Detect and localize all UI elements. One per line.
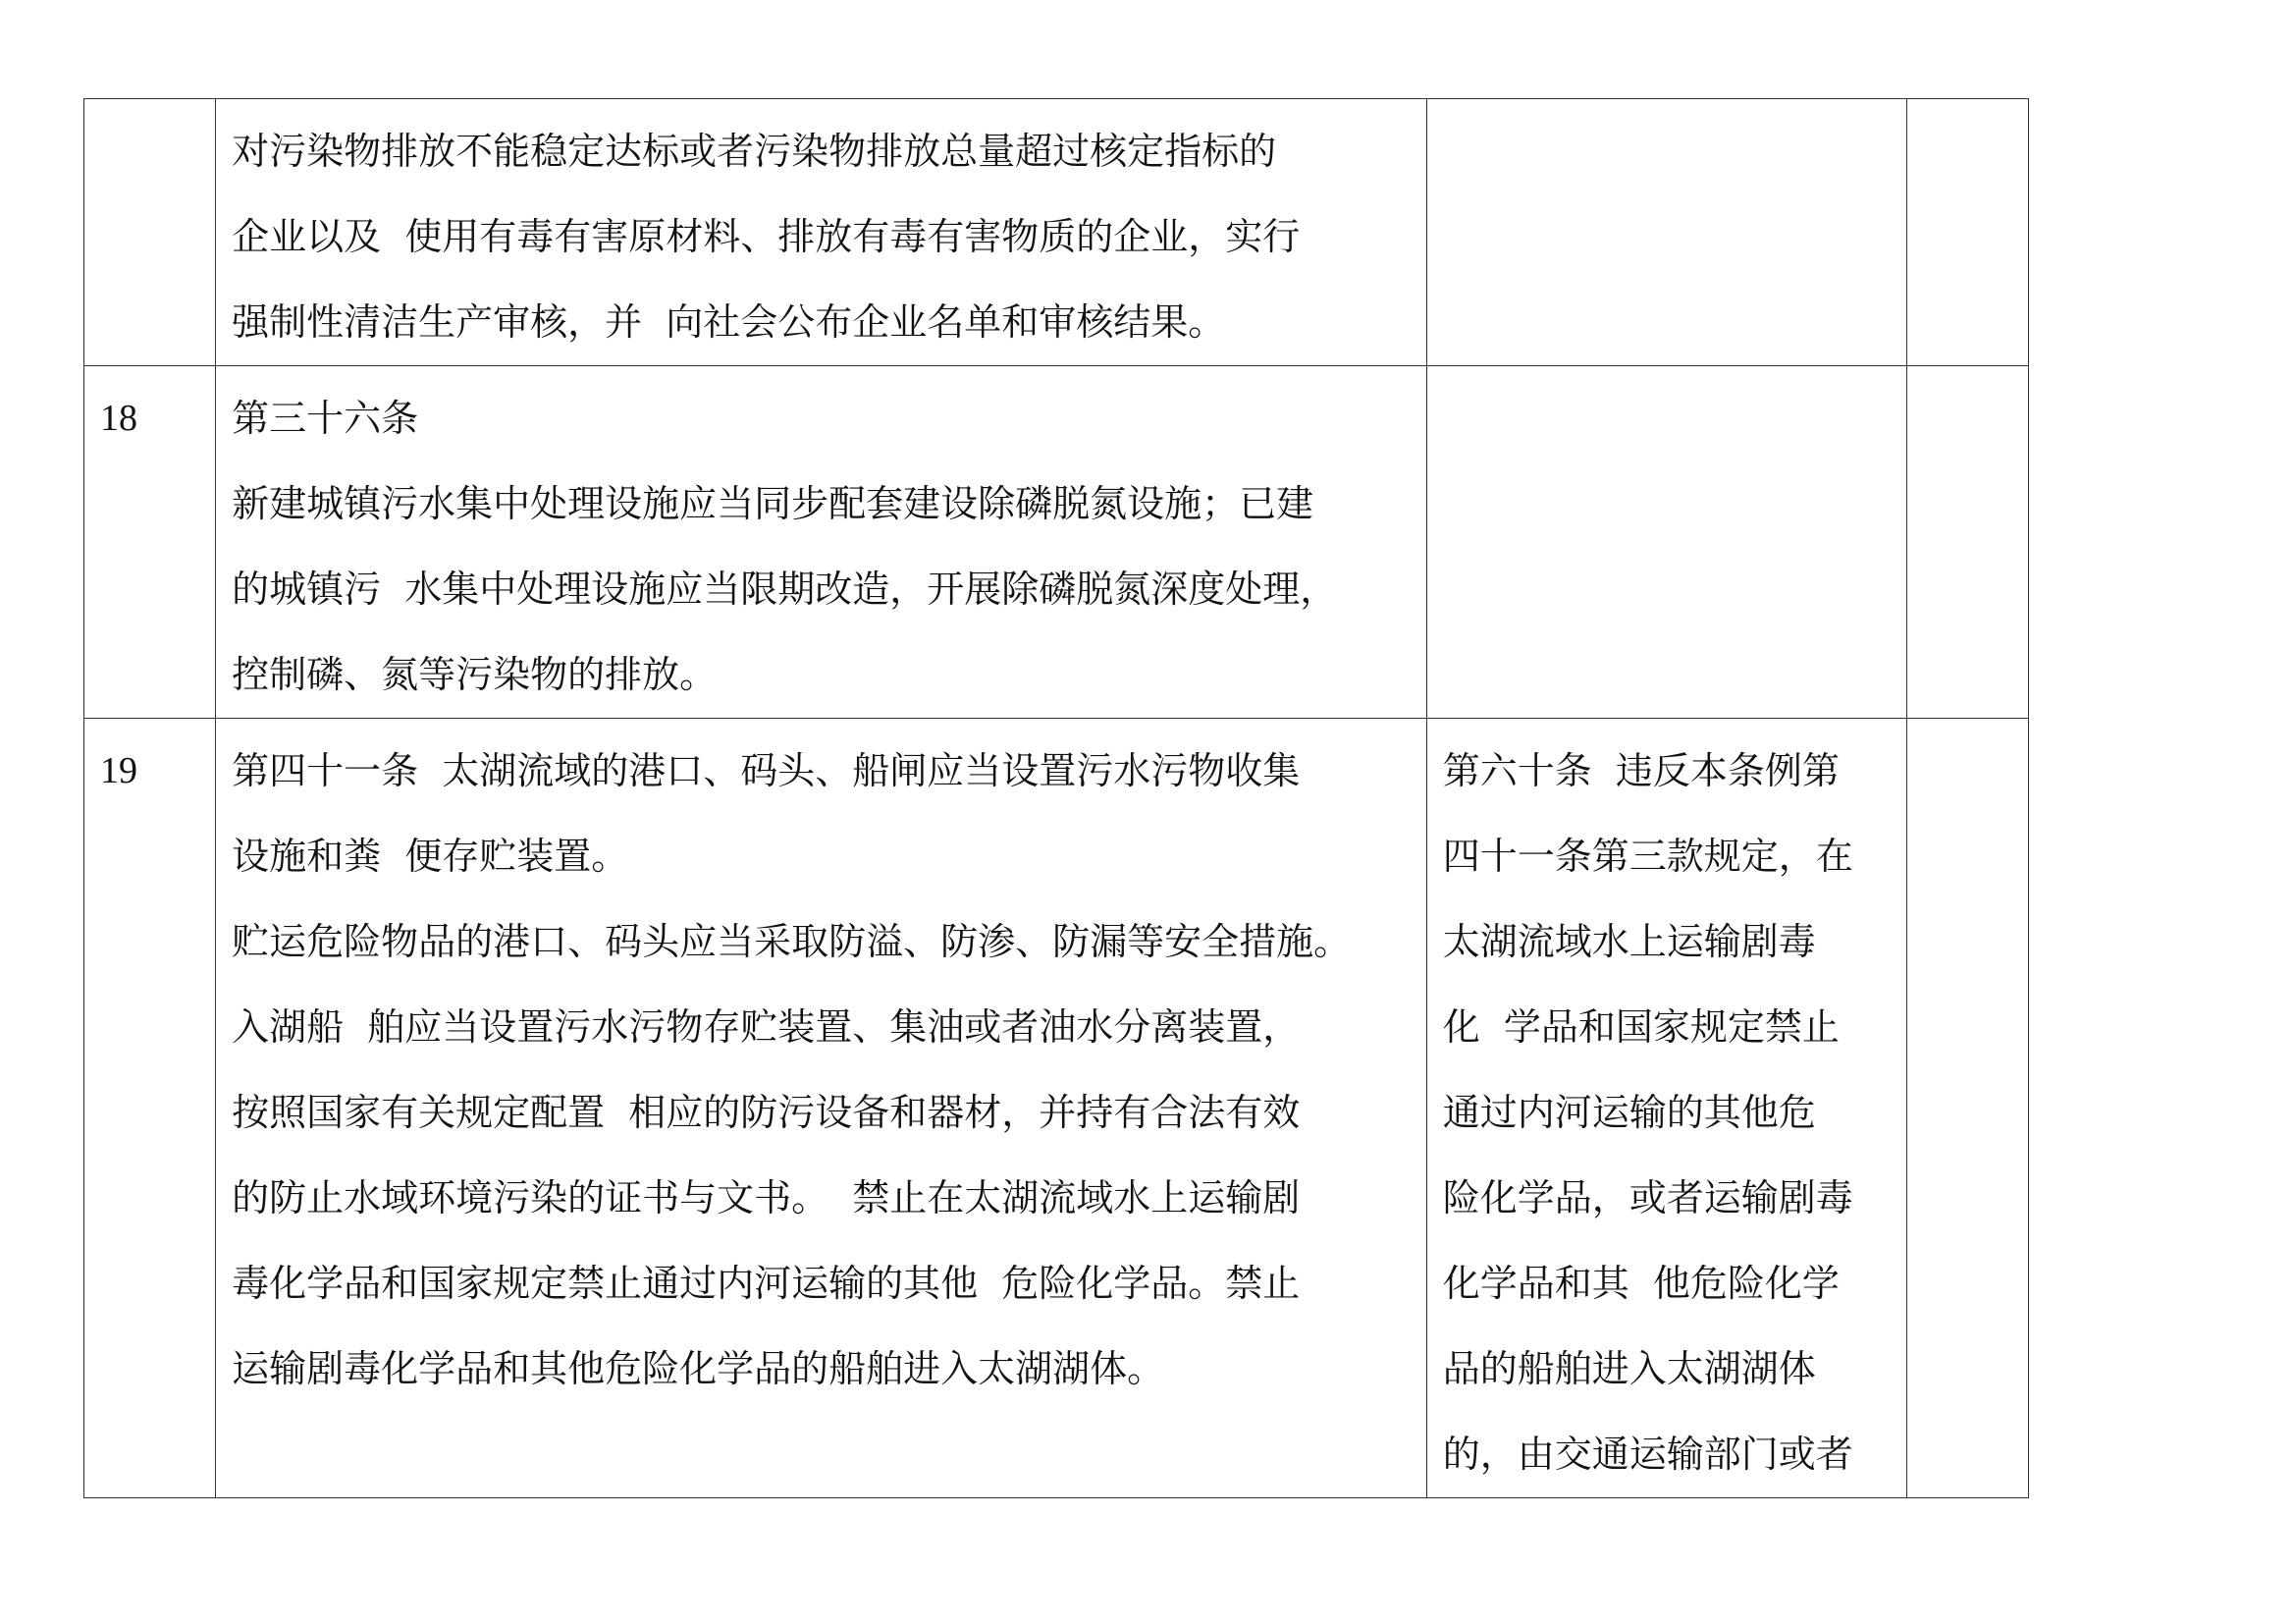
provision-cell	[216, 99, 1427, 366]
row-number-cell	[84, 366, 216, 719]
row-number-cell	[84, 719, 216, 1498]
table-row	[84, 99, 2029, 366]
provision-line: 的防止水域环境污染的证书与文书。 禁止在太湖流域水上运输剧	[232, 1176, 1301, 1219]
regulation-table	[83, 98, 2029, 1498]
penalty-line: 太湖流域水上运输剧毒	[1442, 920, 1816, 963]
penalty-cell	[1426, 99, 1906, 366]
note-cell	[1906, 99, 2028, 366]
provision-line: 强制性清洁生产审核，并 向社会公布企业名单和审核结果。	[232, 300, 1226, 344]
provision-line: 按照国家有关规定配置 相应的防污设备和器材，并持有合法有效	[232, 1091, 1301, 1134]
provision-line: 运输剧毒化学品和其他危险化学品的船舶进入太湖湖体。	[232, 1347, 1165, 1390]
row-number: 19	[100, 750, 137, 791]
provision-line: 控制磷、氮等污染物的排放。	[232, 653, 718, 696]
penalty-line: 四十一条第三款规定，在	[1442, 835, 1853, 878]
provision-line: 入湖船 舶应当设置污水污物存贮装置、集油或者油水分离装置，	[232, 1005, 1301, 1049]
penalty-line: 化 学品和国家规定禁止	[1442, 1005, 1840, 1049]
provision-line: 企业以及 使用有毒有害原材料、排放有毒有害物质的企业，实行	[232, 215, 1301, 258]
provision-cell	[216, 719, 1427, 1498]
provision-line: 第三十六条	[232, 397, 419, 440]
provision-line: 对污染物排放不能稳定达标或者污染物排放总量超过核定指标的	[232, 130, 1277, 173]
provision-line: 新建城镇污水集中处理设施应当同步配套建设除磷脱氮设施；已建	[232, 482, 1314, 525]
penalty-cell	[1426, 366, 1906, 719]
note-cell	[1906, 719, 2028, 1498]
penalty-cell	[1426, 719, 1906, 1498]
table-row	[84, 719, 2029, 1498]
provision-line: 设施和粪 便存贮装置。	[232, 835, 629, 878]
penalty-line: 第六十条 违反本条例第	[1442, 749, 1840, 792]
provision-cell	[216, 366, 1427, 719]
provision-line: 贮运危险物品的港口、码头应当采取防溢、防渗、防漏等安全措施。	[232, 920, 1352, 963]
row-number-cell	[84, 99, 216, 366]
penalty-line: 通过内河运输的其他危	[1442, 1091, 1816, 1134]
row-number: 18	[100, 398, 137, 439]
table-row	[84, 366, 2029, 719]
provision-line: 的城镇污 水集中处理设施应当限期改造，开展除磷脱氮深度处理，	[232, 568, 1338, 611]
provision-line: 第四十一条 太湖流域的港口、码头、船闸应当设置污水污物收集	[232, 749, 1301, 792]
penalty-line: 品的船舶进入太湖湖体	[1442, 1347, 1816, 1390]
penalty-line: 化学品和其 他危险化学	[1442, 1262, 1840, 1305]
penalty-line: 险化学品，或者运输剧毒	[1442, 1176, 1853, 1219]
note-cell	[1906, 366, 2028, 719]
penalty-line: 的，由交通运输部门或者	[1442, 1433, 1853, 1476]
provision-line: 毒化学品和国家规定禁止通过内河运输的其他 危险化学品。禁止	[232, 1262, 1301, 1305]
